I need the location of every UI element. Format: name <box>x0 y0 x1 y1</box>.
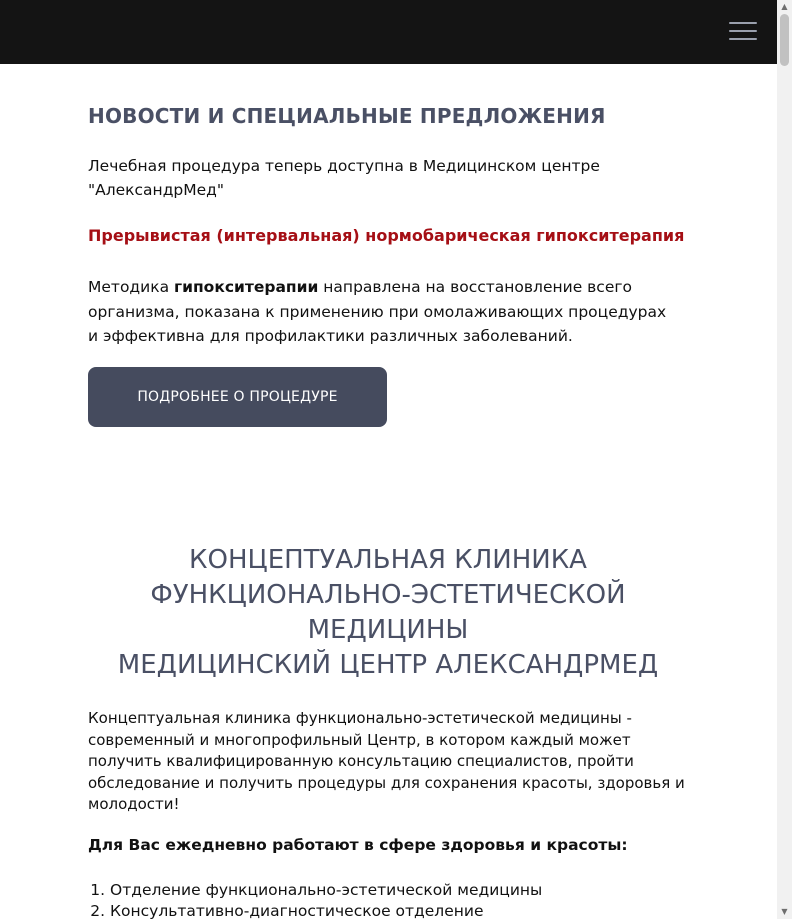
clinic-title-line: МЕДИЦИНСКИЙ ЦЕНТР АЛЕКСАНДРМЕД <box>117 650 659 680</box>
clinic-title-line: КОНЦЕПТУАЛЬНАЯ КЛИНИКА <box>189 545 587 575</box>
scrollbar-thumb[interactable] <box>780 14 789 66</box>
news-section-title: НОВОСТИ И СПЕЦИАЛЬНЫЕ ПРЕДЛОЖЕНИЯ <box>88 104 606 128</box>
procedure-highlight-title: Прерывистая (интервальная) нормобарическая гипокситерапия <box>88 226 685 245</box>
clinic-title <box>88 543 688 683</box>
departments-heading: Для Вас ежедневно работают в сфере здоровья и красоты: <box>88 836 628 854</box>
scroll-down-arrow-icon[interactable]: ▼ <box>781 907 788 916</box>
clinic-description: Концептуальная клиника функционально-эстетической медицины - современный и многопрофильный Центр, в котором каждый может получить квалифицированную консультацию специалистов, пройти обследование и получить процедуры для сохранения красоты, здоровья и молодости! <box>88 709 685 813</box>
news-intro-text: Лечебная процедура теперь доступна в Медицинском центре "АлександрМед" <box>88 157 600 199</box>
vertical-scrollbar[interactable] <box>777 0 792 919</box>
scroll-up-arrow-icon[interactable]: ▲ <box>781 2 788 11</box>
top-navbar <box>0 0 777 64</box>
method-suffix: направлена на восстановление всего организма, показана к применению при омолаживающих процедурах и эффективна для профилактики различных заболеваний. <box>88 278 667 345</box>
list-item: 2. Консультативно-диагностическое отделение <box>110 901 542 922</box>
procedure-details-button[interactable]: ПОДРОБНЕЕ О ПРОЦЕДУРЕ <box>88 367 387 427</box>
departments-list <box>88 880 542 922</box>
list-item: 1. Отделение функционально-эстетической медицины <box>110 880 542 901</box>
method-prefix: Методика <box>88 278 174 296</box>
method-bold-term: гипокситерапии <box>174 278 319 296</box>
hamburger-menu-icon[interactable] <box>729 22 757 42</box>
clinic-title-line: ФУНКЦИОНАЛЬНО-ЭСТЕТИЧЕСКОЙ <box>150 580 626 610</box>
clinic-title-line: МЕДИЦИНЫ <box>307 615 469 645</box>
procedure-description <box>88 275 678 349</box>
